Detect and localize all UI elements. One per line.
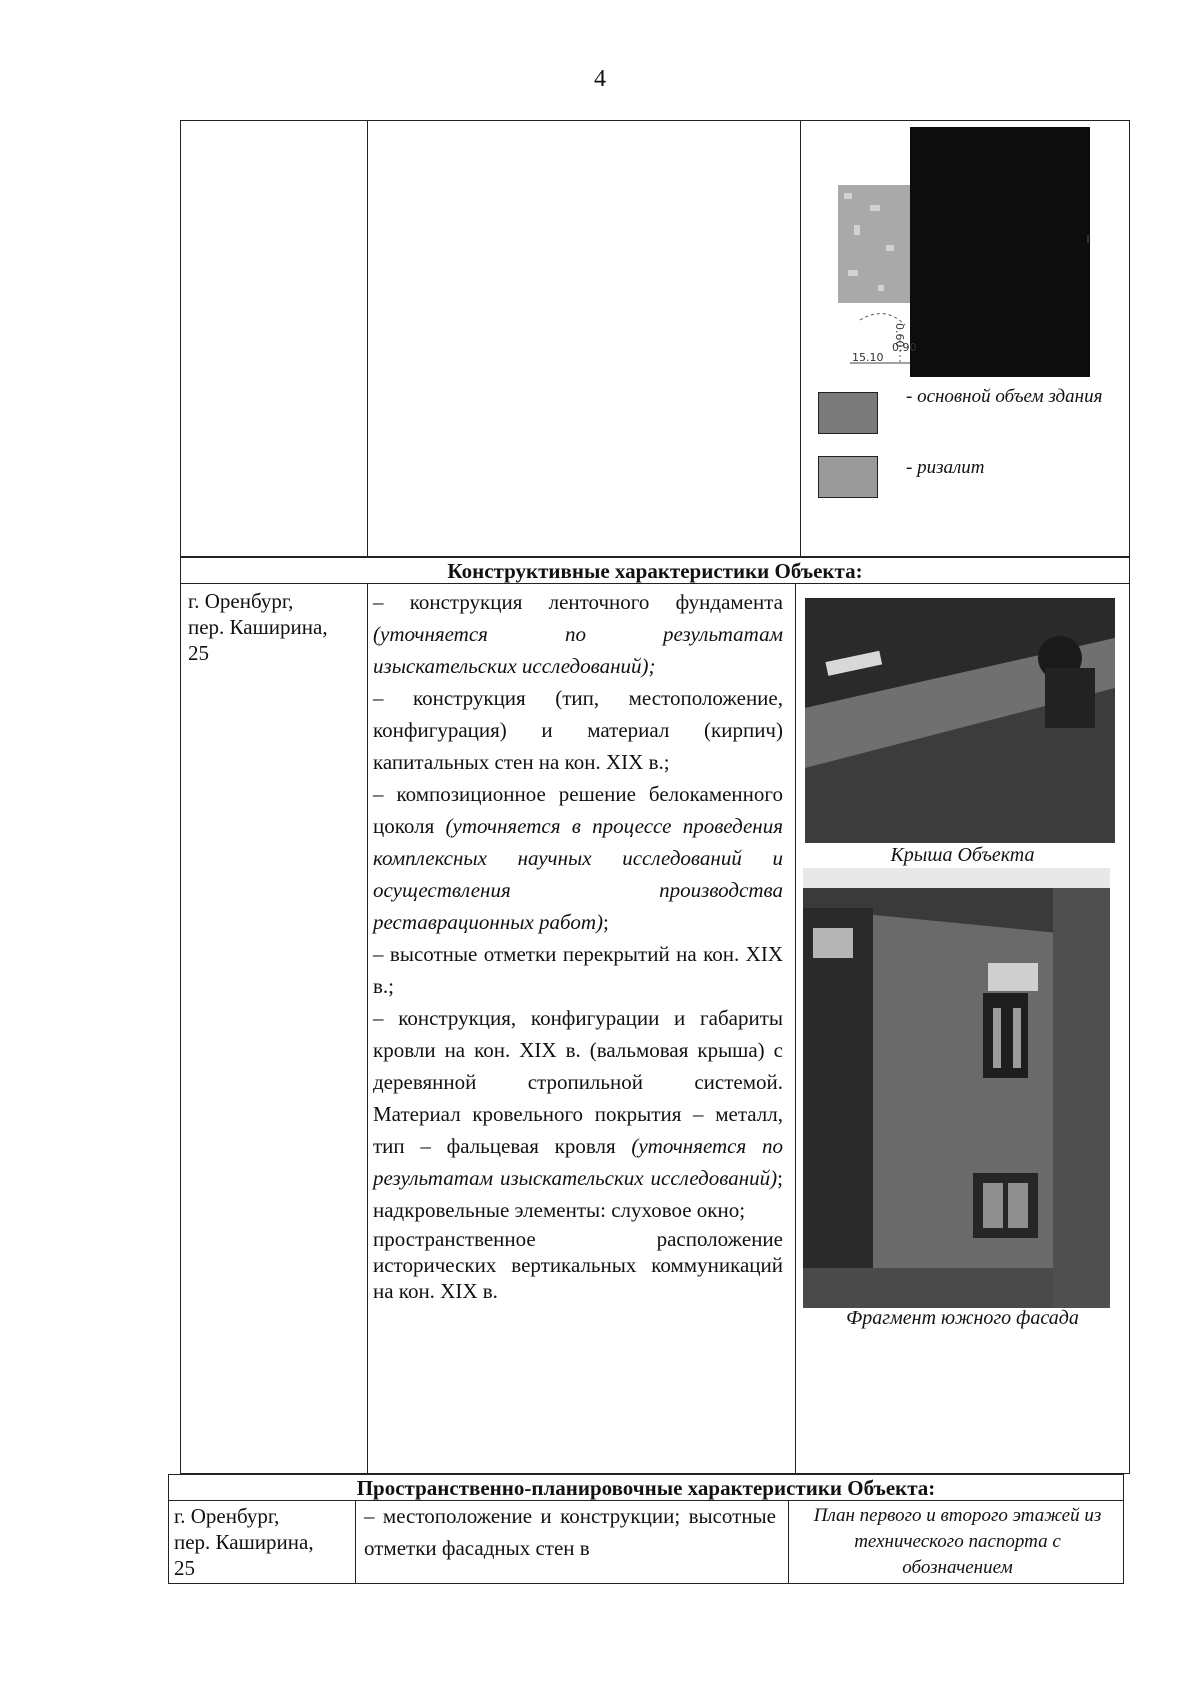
main-volume-fill (910, 127, 1090, 377)
section-heading-planning: Пространственно-планировочные характеристики Объекта: (356, 1476, 936, 1500)
legend-risalit-label: - ризалит (906, 457, 985, 478)
characteristic-item: – конструкция (тип, местоположение, конфигурация) и материал (кирпич) капитальных стен на кон. XIX в.; (373, 686, 783, 774)
column-divider (355, 1500, 356, 1584)
roof-photo-caption: Крыша Объекта (890, 844, 1035, 866)
dimension-label: 0.90 (892, 341, 917, 354)
building-plan-scheme (830, 125, 1110, 390)
column-divider (800, 120, 801, 557)
legend-main-volume-label: - основной объем здания (906, 386, 1103, 407)
page-number: 4 (594, 66, 606, 92)
characteristic-item: – конструкция, конфигурации и габариты кровли на кон. XIX в. (вальмовая крыша) с деревянной стропильной системой. Материал кровельного покрытия – металл, тип – фальцевая кровля (уточняется по результатам изыскательских исследований); надкровельные элементы: слуховое окно; (373, 1006, 783, 1222)
risalit-fill (838, 185, 910, 303)
column-divider (788, 1500, 789, 1584)
characteristic-item: пространственное расположение исторических вертикальных коммуникаций на кон. XIX в. (373, 1227, 783, 1303)
legend-risalit-swatch (818, 456, 878, 498)
column-divider (367, 120, 368, 557)
dimension-label: 15.10 (852, 351, 884, 364)
constructive-characteristics-text (373, 586, 783, 1304)
characteristic-item: – конструкция ленточного фундамента (уточняется по результатам изыскательских исследований); (373, 590, 783, 678)
section-heading-constructive: Конструктивные характеристики Объекта: (447, 559, 863, 583)
roof-photo (805, 598, 1115, 843)
south-facade-photo-caption: Фрагмент южного фасада (846, 1307, 1079, 1329)
floor-plan-caption: План первого и второго этажей из технического паспорта с обозначением (813, 1505, 1102, 1578)
dimension-label: 0.60 (893, 323, 906, 348)
legend-main-volume-swatch (818, 392, 878, 434)
characteristic-item: – композиционное решение белокаменного цоколя (уточняется в процессе проведения комплексных научных исследований и осуществления производства реставрационных работ); (373, 782, 783, 934)
column-divider (795, 583, 796, 1474)
object-address: г. Оренбург, пер. Каширина, 25 (188, 589, 328, 665)
characteristic-item: – высотные отметки перекрытий на кон. XIX в.; (373, 942, 783, 998)
column-divider (367, 583, 368, 1474)
planning-characteristics-text: – местоположение и конструкции; высотные отметки фасадных стен в (364, 1504, 776, 1560)
south-facade-photo (803, 868, 1110, 1308)
object-address: г. Оренбург, пер. Каширина, 25 (174, 1504, 314, 1580)
